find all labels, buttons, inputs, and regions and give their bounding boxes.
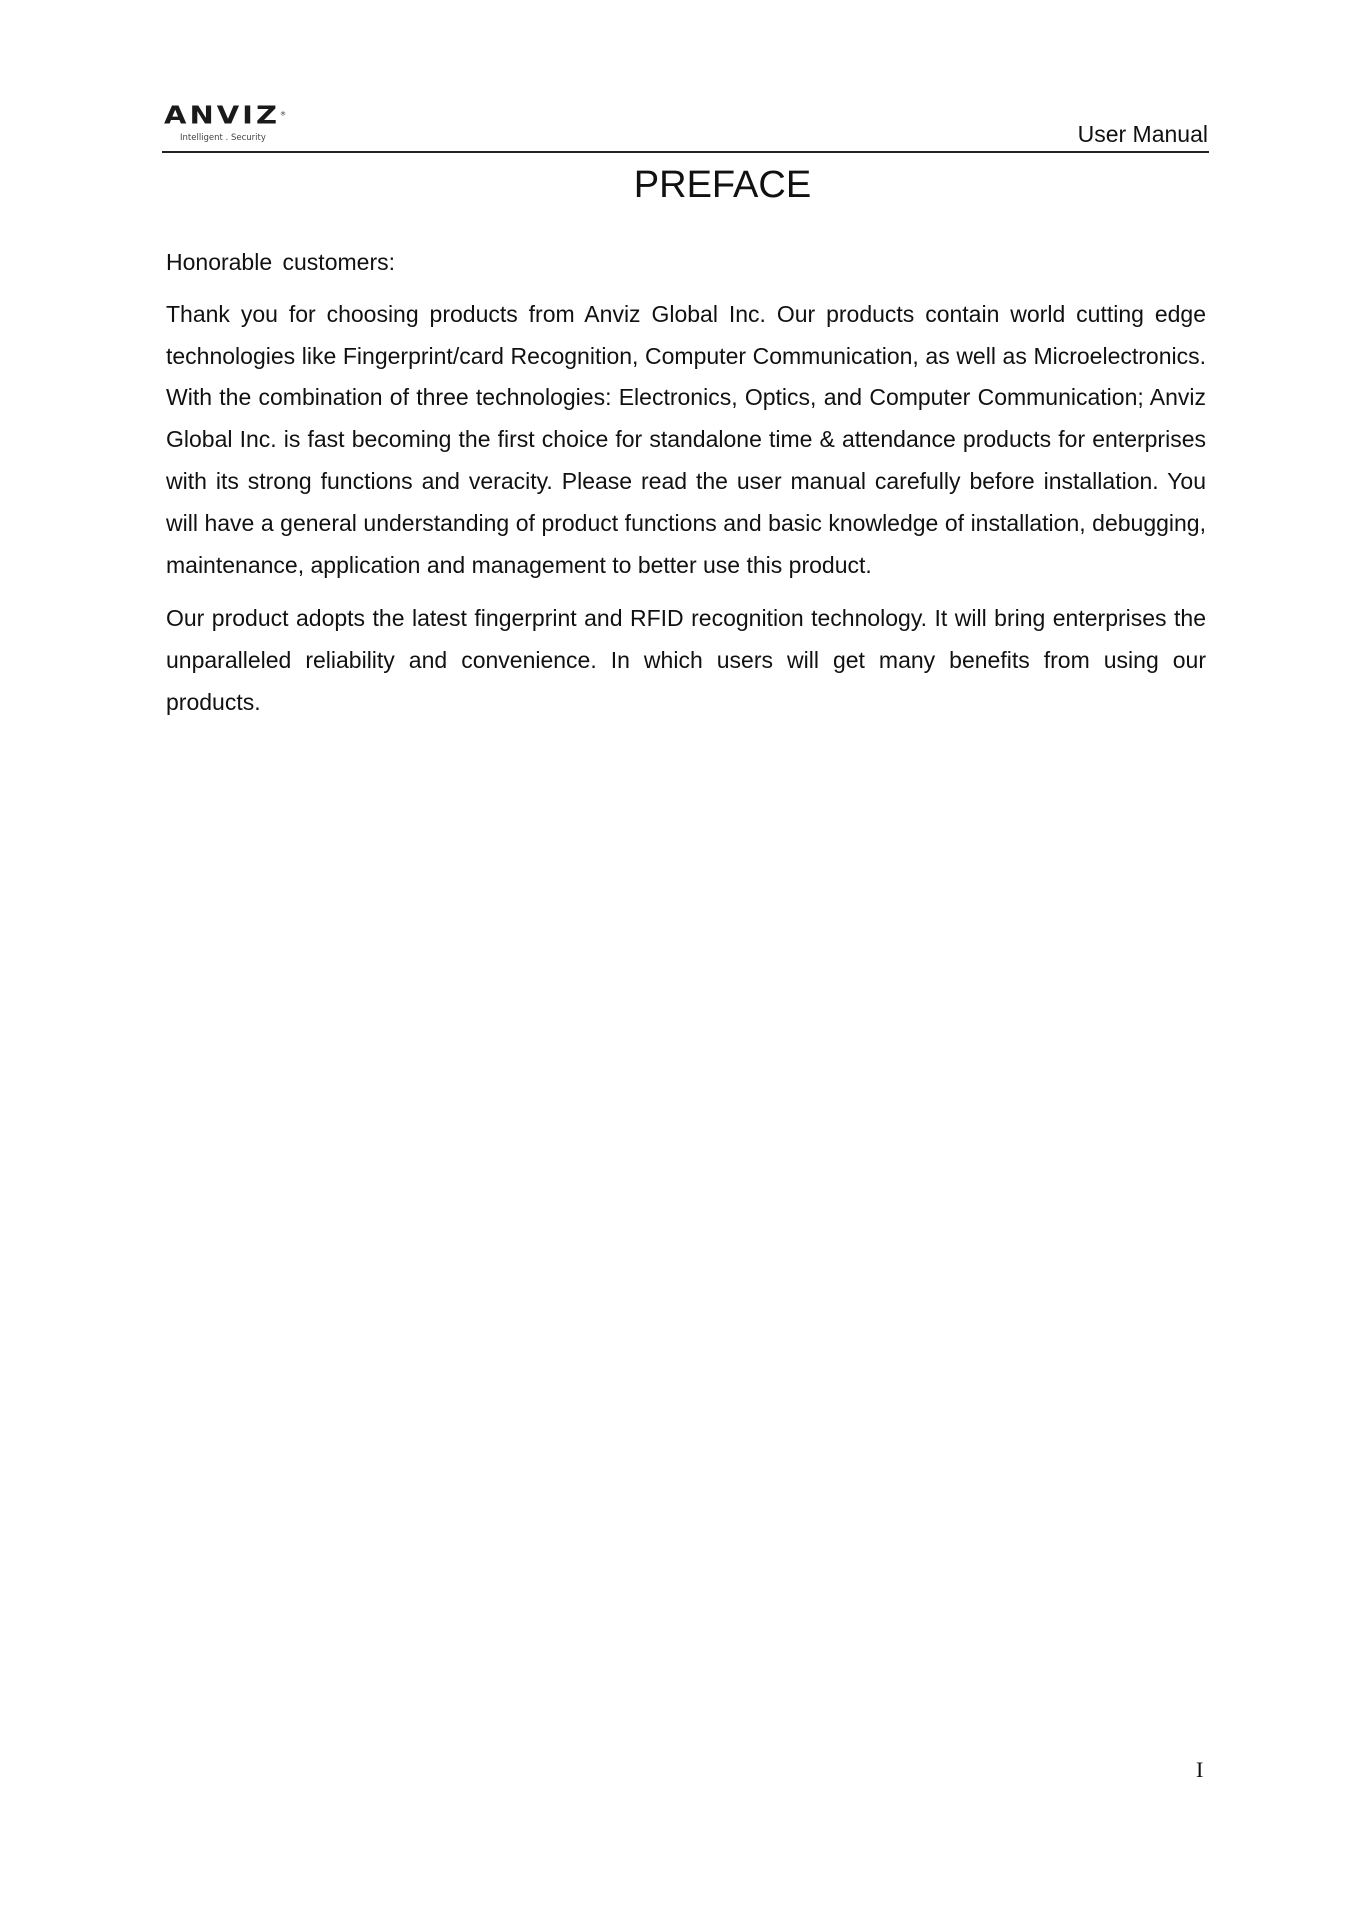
body-paragraph-technology: Our product adopts the latest fingerprint and RFID recognition technology. It will bring enterprises the unparalleled reliability and convenience. In which users will get many benefits from using our products. — [166, 605, 1206, 715]
logo-wordmark: ANVIZ® — [164, 100, 286, 130]
greeting: Honorable customers: — [166, 249, 395, 275]
anviz-logo — [164, 102, 294, 146]
body-paragraph-intro: Thank you for choosing products from Anviz Global Inc. Our products contain world cutting edge technologies like Fingerprint/card Recognition, Computer Communication, as well as Microelectronics. With the combination of three technologies: Electronics, Optics, and Computer Communication; Anviz Global Inc. is fast becoming the first choice for standalone time & attendance products for enterprises with its strong functions and veracity. Please read the user manual carefully before installation. You will have a general understanding of product functions and basic knowledge of installation, debugging, maintenance, application and management to better use this product. — [166, 300, 1206, 578]
page-title: PREFACE — [633, 164, 812, 206]
page-body — [166, 242, 1206, 724]
header-doc-type: User Manual — [1077, 121, 1208, 147]
header-divider — [162, 151, 1209, 153]
trademark-symbol: ® — [279, 111, 286, 118]
page-number: I — [1196, 1757, 1204, 1782]
logo-tagline: Intelligent . Security — [180, 133, 266, 143]
